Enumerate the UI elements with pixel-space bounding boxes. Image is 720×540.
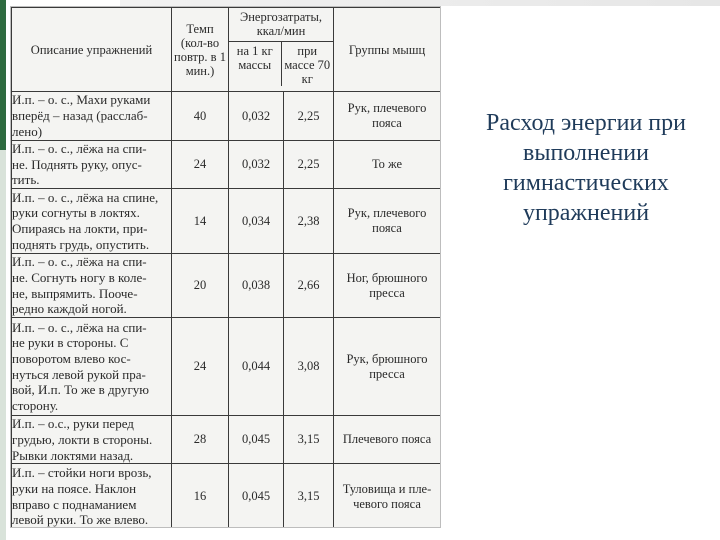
description-line: И.п. – о. с., Махи руками вперёд – назад (расслаб- bbox=[12, 92, 151, 124]
cell-per-70kg: 2,38 bbox=[284, 189, 334, 254]
cell-description bbox=[12, 318, 172, 416]
description-line: не руки в стороны. С bbox=[12, 335, 129, 351]
description-line: руки согнуты в локтях. bbox=[12, 205, 140, 221]
header-per-70kg: при массе 70 кг bbox=[281, 42, 334, 86]
cell-description bbox=[12, 189, 172, 254]
cell-per-kg: 0,045 bbox=[229, 464, 284, 528]
table-row bbox=[12, 189, 441, 254]
cell-muscles: Туловища и пле- чевого пояса bbox=[334, 464, 441, 528]
description-line: ленo) bbox=[12, 123, 43, 139]
cell-tempo: 14 bbox=[172, 189, 229, 254]
slide-accent-bar bbox=[0, 0, 6, 150]
slide-accent-bar-light bbox=[0, 150, 6, 540]
description-line: сторону. bbox=[12, 398, 59, 414]
header-per-kg: на 1 кг массы bbox=[236, 44, 273, 72]
description-line: левой руки. То же влево. bbox=[12, 512, 149, 528]
header-description: Описание упражнений bbox=[12, 8, 172, 92]
cell-per-70kg: 2,25 bbox=[284, 92, 334, 141]
cell-per-kg: 0,045 bbox=[229, 416, 284, 464]
header-energy-group bbox=[229, 8, 334, 92]
description-line: И.п. – о. с., лёжа на спине, bbox=[12, 189, 159, 205]
description-line: тить. bbox=[12, 172, 40, 188]
header-muscles: Группы мышц bbox=[334, 8, 441, 92]
table-row bbox=[12, 254, 441, 318]
cell-muscles: Рук, плечевого пояса bbox=[334, 189, 441, 254]
cell-per-70kg: 3,15 bbox=[284, 464, 334, 528]
description-line: не. Согнуть ногу в коле- bbox=[12, 269, 147, 285]
cell-muscles: То же bbox=[334, 141, 441, 189]
table-row bbox=[12, 318, 441, 416]
description-line: редно каждой ногой. bbox=[12, 301, 127, 317]
cell-per-kg: 0,044 bbox=[229, 318, 284, 416]
description-line: не. Поднять руку, опус- bbox=[12, 156, 142, 172]
cell-tempo: 16 bbox=[172, 464, 229, 528]
cell-tempo: 24 bbox=[172, 318, 229, 416]
description-line: И.п. – о. с., лёжа на спи- bbox=[12, 319, 147, 335]
cell-per-70kg: 2,25 bbox=[284, 141, 334, 189]
cell-per-70kg: 3,08 bbox=[284, 318, 334, 416]
table-row bbox=[12, 141, 441, 189]
cell-muscles: Ног, брюшного пресса bbox=[334, 254, 441, 318]
description-line: не, выпрямить. Поочe- bbox=[12, 285, 138, 301]
cell-per-70kg: 3,15 bbox=[284, 416, 334, 464]
description-line: руки на поясе. Наклон bbox=[12, 481, 137, 497]
cell-per-kg: 0,034 bbox=[229, 189, 284, 254]
description-line: И.п. – о.с., руки перед bbox=[12, 416, 134, 432]
table-row bbox=[12, 92, 441, 141]
table-row bbox=[12, 416, 441, 464]
description-line: поворотом влево кос- bbox=[12, 350, 131, 366]
cell-tempo: 28 bbox=[172, 416, 229, 464]
cell-description bbox=[12, 141, 172, 189]
table-row bbox=[12, 464, 441, 528]
description-line: нуться левой рукой пра- bbox=[12, 366, 146, 382]
description-line: Рывки локтями назад. bbox=[12, 447, 134, 463]
cell-description bbox=[12, 92, 172, 141]
description-line: И.п. – о. с., лёжа на спи- bbox=[12, 254, 147, 270]
description-line: вой, И.п. То же в другую bbox=[12, 382, 150, 398]
description-line: грудью, локти в стороны. bbox=[12, 431, 153, 447]
cell-muscles: Рук, плечевого пояса bbox=[334, 92, 441, 141]
cell-per-kg: 0,038 bbox=[229, 254, 284, 318]
description-line: вправо с поднаманием bbox=[12, 496, 137, 512]
cell-description bbox=[12, 254, 172, 318]
cell-muscles: Рук, брюшного пресса bbox=[334, 318, 441, 416]
header-energy: Энергозатраты, ккал/мин bbox=[229, 8, 333, 42]
cell-tempo: 40 bbox=[172, 92, 229, 141]
description-line: поднять грудь, опустить. bbox=[12, 236, 150, 252]
cell-per-70kg: 2,66 bbox=[284, 254, 334, 318]
slide-title: Расход энергии при выполнении гимнастических упражнений bbox=[486, 110, 686, 226]
cell-per-kg: 0,032 bbox=[229, 141, 284, 189]
exercise-energy-table bbox=[11, 7, 441, 528]
cell-muscles: Плечевого пояса bbox=[334, 416, 441, 464]
cell-tempo: 20 bbox=[172, 254, 229, 318]
description-line: И.п. – о. с., лёжа на спи- bbox=[12, 141, 147, 156]
header-tempo: Темп (кол-во повтр. в 1 мин.) bbox=[172, 8, 229, 92]
cell-per-kg: 0,032 bbox=[229, 92, 284, 141]
cell-description bbox=[12, 464, 172, 528]
description-line: Опираясь на локти, при- bbox=[12, 221, 148, 237]
table-image bbox=[10, 6, 441, 528]
description-line: И.п. – стойки ноги врозь, bbox=[12, 465, 152, 481]
cell-description bbox=[12, 416, 172, 464]
cell-tempo: 24 bbox=[172, 141, 229, 189]
